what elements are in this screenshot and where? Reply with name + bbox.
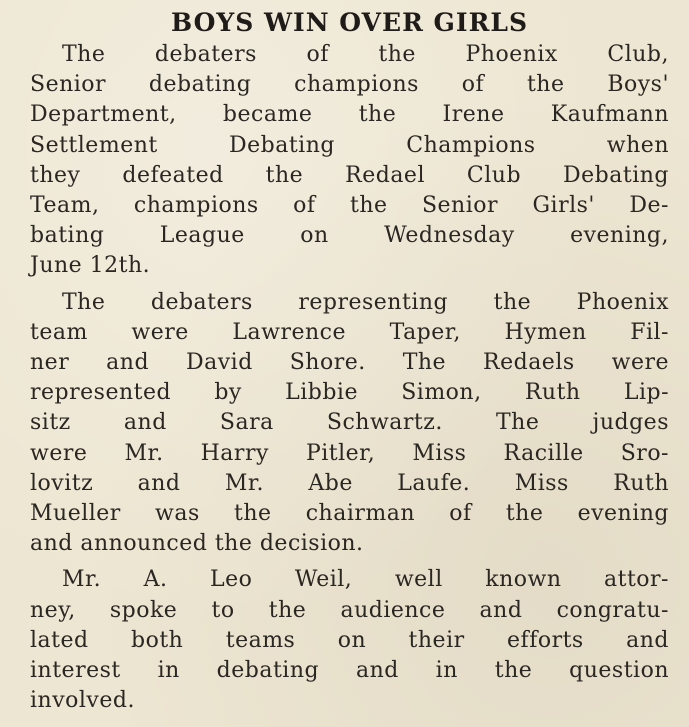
text-line: Mueller was the chairman of the evening	[30, 501, 669, 527]
text-line: Mr. A. Leo Weil, well known attor-	[62, 567, 669, 593]
text-line: represented by Libbie Simon, Ruth Lip-	[30, 380, 669, 406]
text-line: ner and David Shore. The Redaels were	[30, 350, 669, 376]
article-headline: BOYS WIN OVER GIRLS	[170, 8, 529, 37]
text-line: interest in debating and in the question	[30, 658, 669, 684]
text-line: Senior debating champions of the Boys'	[30, 72, 669, 98]
text-line: ney, spoke to the audience and congratu-	[30, 597, 669, 623]
text-line: and announced the decision.	[30, 531, 364, 557]
article-paragraph-2	[30, 288, 669, 560]
text-line: lated both teams on their efforts and	[30, 627, 669, 653]
text-line: lovitz and Mr. Abe Laufe. Miss Ruth	[30, 470, 669, 496]
text-line: team were Lawrence Taper, Hymen Fil-	[30, 319, 669, 345]
text-line: Settlement Debating Champions when	[30, 132, 669, 158]
text-line: The debaters representing the Phoenix	[62, 289, 669, 315]
article-paragraph-1	[30, 40, 669, 282]
text-line: they defeated the Redael Club Debating	[30, 162, 669, 188]
text-line: Department, became the Irene Kaufmann	[30, 102, 669, 128]
text-line: sitz and Sara Schwartz. The judges	[30, 410, 669, 436]
text-line: The debaters of the Phoenix Club,	[62, 42, 669, 67]
text-line: June 12th.	[30, 253, 151, 279]
text-line: involved.	[30, 688, 135, 714]
article-paragraph-3	[30, 565, 669, 716]
text-line: Team, champions of the Senior Girls' De-	[30, 193, 669, 219]
text-line: bating League on Wednesday evening,	[30, 223, 669, 249]
text-line: were Mr. Harry Pitler, Miss Racille Sro-	[30, 440, 669, 466]
